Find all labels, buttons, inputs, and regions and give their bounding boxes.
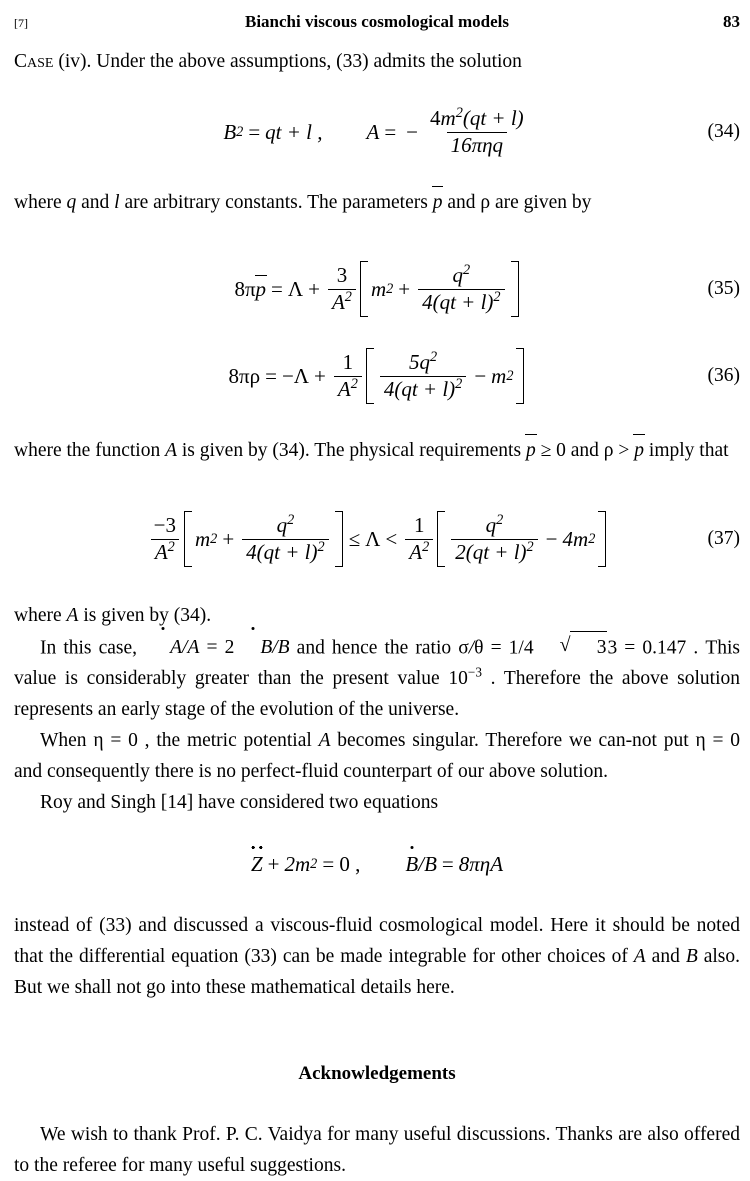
eq35-den-A: A (331, 289, 345, 314)
eq35-lead: 8π (234, 276, 256, 301)
eq35-equals: = (271, 276, 283, 301)
eq37-right-bracket (437, 511, 606, 567)
eq34-minus: − (406, 119, 419, 144)
folio-left: [7] (14, 16, 28, 30)
equation-36-number: (36) (707, 365, 740, 386)
eq35-inner-plus: + (398, 276, 411, 301)
eq35-inner-den: 4(qt + l) (422, 289, 494, 314)
eq35-inner-fraction (418, 261, 504, 314)
equation-36 (14, 339, 740, 413)
eq36-inner-num: 5q (409, 349, 430, 374)
eq34-num-4: 4 (430, 105, 441, 130)
symbol-A-2: A (66, 605, 79, 626)
symbol-rho: ρ (480, 192, 491, 213)
eq34-num-paren: (qt + l) (462, 105, 524, 130)
paragraph-when-eta-zero (14, 725, 740, 787)
equation-35 (14, 252, 740, 326)
paragraph-acknowledgements: We wish to thank Prof. P. C. Vaidya for many useful discussions. Thanks are also offered to the referee for many useful suggestions. (14, 1124, 740, 1177)
acknowledgements-heading: Acknowledgements (298, 1063, 456, 1085)
symbol-A-4: A (318, 730, 331, 752)
symbol-eta-1: η (93, 730, 104, 752)
eq36-outer-fraction (334, 351, 362, 401)
equation-35-body (234, 261, 519, 317)
case-text: (iv). Under the above assumptions, (33) admits the solution (53, 51, 522, 72)
eq37-left-outer-numerator: −3 (153, 512, 176, 537)
eq36-outer-numerator: 1 (342, 349, 354, 374)
text-imply-that: imply that (644, 440, 729, 461)
eq37-left-inner-den-exponent: 2 (317, 538, 325, 555)
eq37-right-inner-den-exponent: 2 (526, 538, 534, 555)
eq36-m: m (491, 363, 507, 388)
eq35-plus: + (308, 276, 320, 301)
paragraph-in-this-case: In this case, A/A = 2 B/B and hence the ratio σ/θ = 1/4 √ 33 = 0.147 . This value is considerably greater than the present value $10^{-3}$ . Therefore the above solution represents an early stage of the evolution of the universe. (14, 631, 740, 725)
text-therefore-rest: . Therefore the above solution represents an early stage of the evolution of the universe. (14, 668, 740, 721)
eq37-lambda: Λ (365, 526, 381, 551)
paragraph-physical-requirements (14, 435, 740, 466)
eq37-right-inner-denominator (451, 539, 537, 565)
running-title: Bianchi viscous cosmological models (245, 12, 509, 31)
eq36-inner-den-exponent: 2 (455, 375, 463, 392)
paragraph-roy-singh: Roy and Singh [14] have considered two equations (40, 792, 439, 814)
text-in-this-case: In this case, (40, 637, 145, 659)
eq37-right-inner-fraction (451, 511, 537, 564)
exponent-minus-three: −3 (467, 664, 482, 680)
eq35-m: m (370, 276, 387, 301)
eq37-right-bracket-inner: $\frac{q^2}{2(qt + l)^2}$ − 4m 2 (446, 511, 597, 567)
eq37-left-m: m (195, 526, 211, 551)
symbol-theta: θ (474, 637, 484, 659)
eq37-left-inner-num-exponent: 2 (287, 511, 295, 528)
symbol-rho-2: ρ (603, 440, 614, 461)
eq36-inner-num-exponent: 2 (430, 348, 438, 365)
text-where: where (14, 192, 67, 213)
text-where-function: where the function (14, 440, 166, 461)
eq34-fraction (426, 104, 528, 157)
page-number: 83 (723, 12, 740, 31)
eq34-num-m: m (440, 105, 456, 130)
text-value-rest: 3 = 0.147 . This value is considerably greater than the present value 10 (14, 637, 740, 690)
eq34-equals: = (248, 119, 261, 144)
eq35-lambda: Λ (287, 276, 304, 301)
eq37-left-bracket-inner: m 2 + $\frac{q^2}{4(qt + l)^2}$ (193, 511, 334, 567)
symbol-A-1: A (165, 440, 177, 461)
eq36-equals: = (265, 363, 277, 388)
eq-roy-B-dot: B (405, 851, 419, 876)
text-when: When (40, 730, 94, 752)
eq36-minus-lambda: −Λ (281, 363, 310, 388)
text-geq-zero: ≥ 0 and (535, 440, 604, 461)
symbol-l: l (114, 192, 120, 213)
equation-roy-singh-body: Z + 2m 2 = 0 , B /B = 8πηA (250, 851, 504, 876)
text-equals-quarter: = 1/4 (483, 637, 534, 659)
eq36-plus: + (314, 363, 326, 388)
equation-35-number: (35) (707, 278, 740, 299)
symbol-p-bar-2: p (526, 435, 536, 466)
eq37-left-den-A: A (154, 539, 168, 564)
eq34-denominator: 16πηq (447, 132, 507, 158)
text-gt: > (613, 440, 635, 461)
eq37-right-outer-numerator: 1 (413, 512, 425, 537)
eq35-inner-denominator (418, 289, 504, 315)
paragraph-where-A-given (14, 600, 740, 631)
eq35-outer-denominator (328, 289, 356, 315)
eq36-inner-minus: − (474, 363, 487, 388)
symbol-q: q (66, 192, 77, 213)
paragraph-instead-of-33 (14, 910, 740, 1003)
equation-34-number: (34) (707, 121, 740, 142)
eq36-inner-numerator (405, 348, 441, 376)
eq36-rho: ρ (249, 363, 261, 388)
eq34-B: B (223, 119, 237, 144)
equation-34 (14, 99, 740, 165)
symbol-eta-2: η (695, 730, 706, 752)
symbol-p-bar: p (433, 187, 443, 218)
eq37-leq: ≤ (348, 526, 361, 551)
text-metric-potential: = 0 , the metric potential (103, 730, 319, 752)
eq-roy-plus: + (267, 851, 280, 876)
eq-roy-over-B: /B (418, 851, 437, 876)
eq35-inner-num-q: q (452, 262, 463, 287)
eq35-p-bar: p (255, 276, 267, 301)
eq36-outer-denominator (334, 376, 362, 402)
text-instead-of: instead of (33) and discussed a viscous-fluid cosmological model. Here it should be noted that the differential equation (33) can be made integrable for other choices of (14, 915, 740, 968)
symbol-A-5: A (633, 946, 646, 968)
eq-roy-equals: = (441, 851, 454, 876)
eq37-right-outer-fraction (405, 514, 433, 564)
text-becomes-singular: becomes singular. Therefore we can-not put (330, 730, 696, 752)
eq35-den-A-exponent: 2 (344, 288, 352, 305)
eq37-right-outer-denominator (405, 539, 433, 565)
eq36-bracket (366, 348, 525, 404)
eq-roy-equals-zero: = 0 , (322, 851, 361, 876)
eq36-inner-fraction (380, 348, 466, 401)
text-and-2: and (442, 192, 481, 213)
symbol-A-dot: A (144, 632, 182, 663)
eq34-equals-2: = (384, 119, 397, 144)
text-hence-ratio: and hence the ratio (289, 637, 459, 659)
equation-37-number: (37) (707, 528, 740, 549)
equation-37-body (147, 511, 608, 567)
running-head (14, 12, 740, 34)
sqrt-radicand: 3 (570, 631, 608, 663)
eq35-outer-numerator: 3 (336, 262, 348, 287)
text-no-perfect-fluid: = 0 and consequently there is no perfect-fluid counterpart of our above solution. (14, 730, 741, 783)
eq36-inner-den: 4(qt + l) (383, 376, 456, 401)
eq37-left-inner-numerator (273, 511, 299, 539)
eq37-left-outer-fraction (150, 514, 180, 564)
eq37-left-bracket (184, 511, 343, 567)
body-column (14, 46, 740, 1181)
eq36-bracket-inner: $\frac{5q^2}{4(qt + l)^2}$ − m 2 (375, 348, 516, 404)
symbol-sigma: σ (458, 637, 469, 659)
eq37-right-inner-numerator (482, 511, 508, 539)
eq37-left-inner-num-q: q (276, 512, 288, 537)
eq35-outer-fraction (328, 264, 356, 314)
symbol-p-bar-3: p (634, 435, 644, 466)
equation-roy-singh (14, 840, 740, 888)
equation-36-body (229, 348, 526, 404)
symbol-B-1: B (277, 637, 290, 659)
eq35-bracket-inner: m 2 + $\frac{q^2}{4(qt + l)^2}$ (369, 261, 510, 317)
eq35-bracket (360, 261, 519, 317)
eq34-num-m-exponent: 2 (455, 104, 463, 121)
eq37-right-inner-num-q: q (485, 512, 497, 537)
text-are-given-by: are given by (490, 192, 592, 213)
eq36-den-A-exponent: 2 (350, 375, 358, 392)
eq36-inner-denominator (380, 376, 466, 402)
case-label: Case (14, 51, 54, 72)
text-mathematical-details: also. But we shall not go into these mathematical details here. (14, 946, 740, 999)
equation-37 (14, 500, 740, 578)
eq34-numerator (426, 104, 528, 132)
paragraph-arbitrary-constants (14, 187, 740, 218)
text-is-given-by-34: is given by (34). (78, 605, 212, 626)
eq34-rhs-left: qt + l , (265, 119, 323, 144)
symbol-A-3: A (187, 637, 200, 659)
eq37-right-den-A: A (409, 539, 423, 564)
text-and: and (76, 192, 115, 213)
text-given-by-34: is given by (34). The physical requirements (177, 440, 526, 461)
eq37-lt: < (385, 526, 398, 551)
eq37-right-inner-minus: − (545, 526, 558, 551)
eq35-inner-num-exponent: 2 (463, 261, 471, 278)
text-and-3: and (645, 946, 686, 968)
eq35-inner-den-exponent: 2 (493, 288, 501, 305)
eq34-A: A (366, 119, 380, 144)
equation-34-body: B 2 = qt + l , A = − $\frac{4m^2(qt + l)}{\text{16πηq}}$ (223, 107, 530, 157)
eq-roy-Z-ddot: Z (250, 851, 263, 876)
eq-roy-rhs: 8πηA (458, 851, 504, 876)
eq36-lead: 8π (228, 363, 250, 388)
eq37-left-inner-den: 4(qt + l) (246, 539, 318, 564)
symbol-B-2: B (685, 946, 698, 968)
eq37-left-den-A-exponent: 2 (167, 538, 175, 555)
eq37-right-inner-den: 2(qt + l) (455, 539, 527, 564)
text-where-2: where (14, 605, 67, 626)
eq37-left-inner-denominator (242, 539, 328, 565)
eq-roy-2m: 2m (284, 851, 311, 876)
eq37-right-den-A-exponent: 2 (422, 538, 430, 555)
sqrt-icon (534, 631, 608, 663)
eq37-left-inner-fraction (242, 511, 328, 564)
text-arbitrary-constants: are arbitrary constants. The parameters (119, 192, 433, 213)
eq37-right-inner-num-exponent: 2 (496, 511, 504, 528)
symbol-B-dot: B (234, 632, 272, 663)
paragraph-case-iv (14, 46, 740, 77)
eq37-left-outer-denominator (151, 539, 179, 565)
eq37-right-4m: 4m (562, 526, 589, 551)
eq37-left-plus: + (222, 526, 235, 551)
eq35-inner-numerator (449, 261, 475, 289)
eq36-den-A: A (337, 376, 351, 401)
